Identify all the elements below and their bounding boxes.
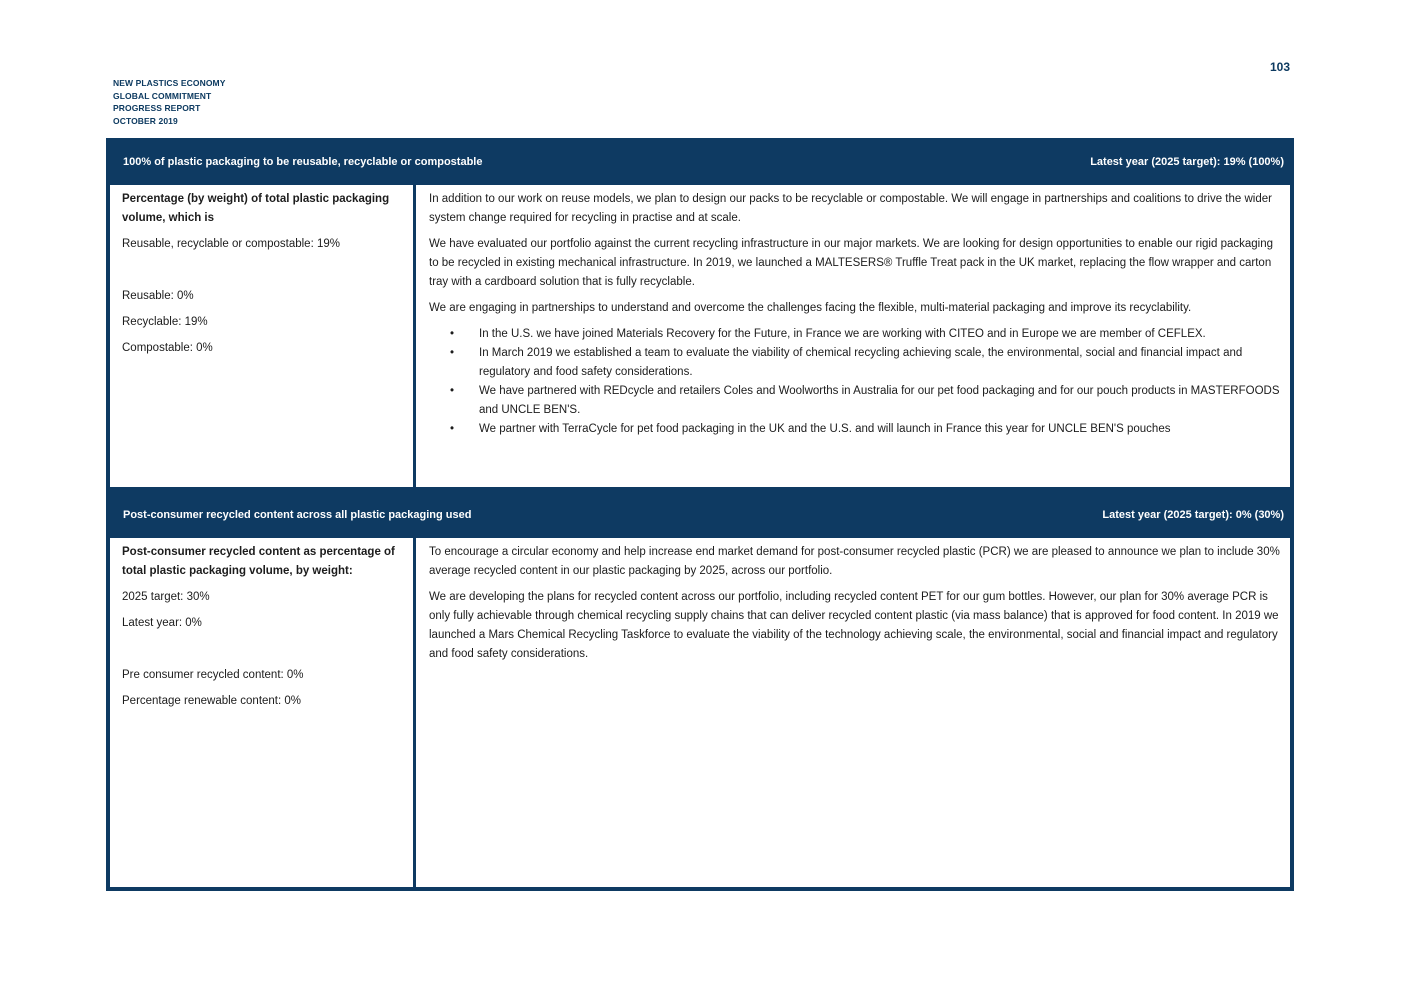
- section-target: Latest year (2025 target): 19% (100%): [1090, 155, 1284, 168]
- report-header-line: GLOBAL COMMITMENT: [113, 90, 212, 101]
- list-item-text: In the U.S. we have joined Materials Recovery for the Future, in France we are working with CITEO and in Europe we are member of CEFLEX.: [479, 328, 1206, 340]
- paragraph: To encourage a circular economy and help increase end market demand for post-consumer recycled plastic (PCR) we are pleased to announce we plan to include 30% average recycled content in our plastic packaging by 2025, across our portfolio.: [429, 546, 1280, 577]
- paragraph: We are engaging in partnerships to understand and overcome the challenges facing the flexible, multi-material packaging and improve its recyclability.: [429, 302, 1192, 314]
- report-header-line: PROGRESS REPORT: [113, 103, 201, 113]
- section-header-reusable-recyclable: [106, 138, 1294, 185]
- report-header: [113, 77, 226, 127]
- section-body-recycled-content: [106, 538, 1294, 891]
- report-header-line: NEW PLASTICS ECONOMY: [113, 78, 226, 88]
- section-body-reusable-recyclable: [106, 185, 1294, 491]
- description-cell: [416, 185, 1290, 487]
- paragraph: We are developing the plans for recycled content across our portfolio, including recycled content PET for our gum bottles. However, our plan for 30% average PCR is only fully achievable through chemical recycling supply chains that can deliver recycled content plastic (via mass balance) that is approved for food content. In 2019 we launched a Mars Chemical Recycling Taskforce to evaluate the viability of the technology achieving scale, the environmental, social and financial impact and regulatory and food safety considerations.: [429, 591, 1279, 660]
- metric-combined: Reusable, recyclable or compostable: 19%: [122, 238, 340, 250]
- bullet-icon: •: [450, 423, 455, 435]
- metric-renewable: Percentage renewable content: 0%: [122, 695, 302, 707]
- section-title: Post-consumer recycled content across all plastic packaging used: [123, 508, 472, 521]
- metric-pre-consumer: Pre consumer recycled content: 0%: [122, 669, 304, 681]
- metric-compostable: Compostable: 0%: [122, 342, 213, 354]
- list-item: [450, 344, 1282, 382]
- list-item-text: We partner with TerraCycle for pet food packaging in the UK and the U.S. and will launch in France this year for UNCLE BEN'S pouches: [479, 423, 1171, 435]
- bullet-icon: •: [450, 328, 455, 340]
- list-item: [450, 420, 1282, 439]
- metrics-cell: [110, 185, 413, 487]
- metric-latest-year: Latest year: 0%: [122, 617, 202, 629]
- paragraph: In addition to our work on reuse models, we plan to design our packs to be recyclable or compostable. We will engage in partnerships and coalitions to drive the wider system change required for recycling in practise and at scale.: [429, 193, 1272, 224]
- list-item-text: We have partnered with REDcycle and retailers Coles and Woolworths in Australia for our pet food packaging and for our pouch products in MASTERFOODS and UNCLE BEN'S.: [479, 385, 1280, 416]
- section-target: Latest year (2025 target): 0% (30%): [1102, 508, 1284, 521]
- section-header-recycled-content: [106, 491, 1294, 538]
- metrics-cell: [110, 538, 413, 887]
- list-item: [450, 325, 1282, 344]
- report-header-line: OCTOBER 2019: [113, 115, 178, 126]
- description-cell: [416, 538, 1290, 887]
- metric-recyclable: Recyclable: 19%: [122, 316, 208, 328]
- metrics-heading: Percentage (by weight) of total plastic packaging volume, which is: [122, 193, 390, 224]
- bullet-icon: •: [450, 385, 455, 397]
- bullet-icon: •: [450, 347, 455, 359]
- metric-reusable: Reusable: 0%: [122, 290, 194, 302]
- list-item: [450, 382, 1282, 420]
- page-number: 103: [1269, 60, 1290, 74]
- metric-target-2025: 2025 target: 30%: [122, 591, 210, 603]
- list-item-text: In March 2019 we established a team to evaluate the viability of chemical recycling achieving scale, the environmental, social and financial impact and regulatory and food safety considerations.: [479, 347, 1243, 378]
- bullet-list: [429, 325, 1282, 439]
- section-title: 100% of plastic packaging to be reusable, recyclable or compostable: [123, 155, 483, 168]
- paragraph: We have evaluated our portfolio against the current recycling infrastructure in our major markets. We are looking for design opportunities to enable our rigid packaging to be recycled in existing mechanical infrastructure. In 2019, we launched a MALTESERS® Truffle Treat pack in the UK market, replacing the flow wrapper and carton tray with a cardboard solution that is fully recyclable.: [429, 238, 1274, 288]
- metrics-heading: Post-consumer recycled content as percentage of total plastic packaging volume, by weight:: [122, 546, 395, 577]
